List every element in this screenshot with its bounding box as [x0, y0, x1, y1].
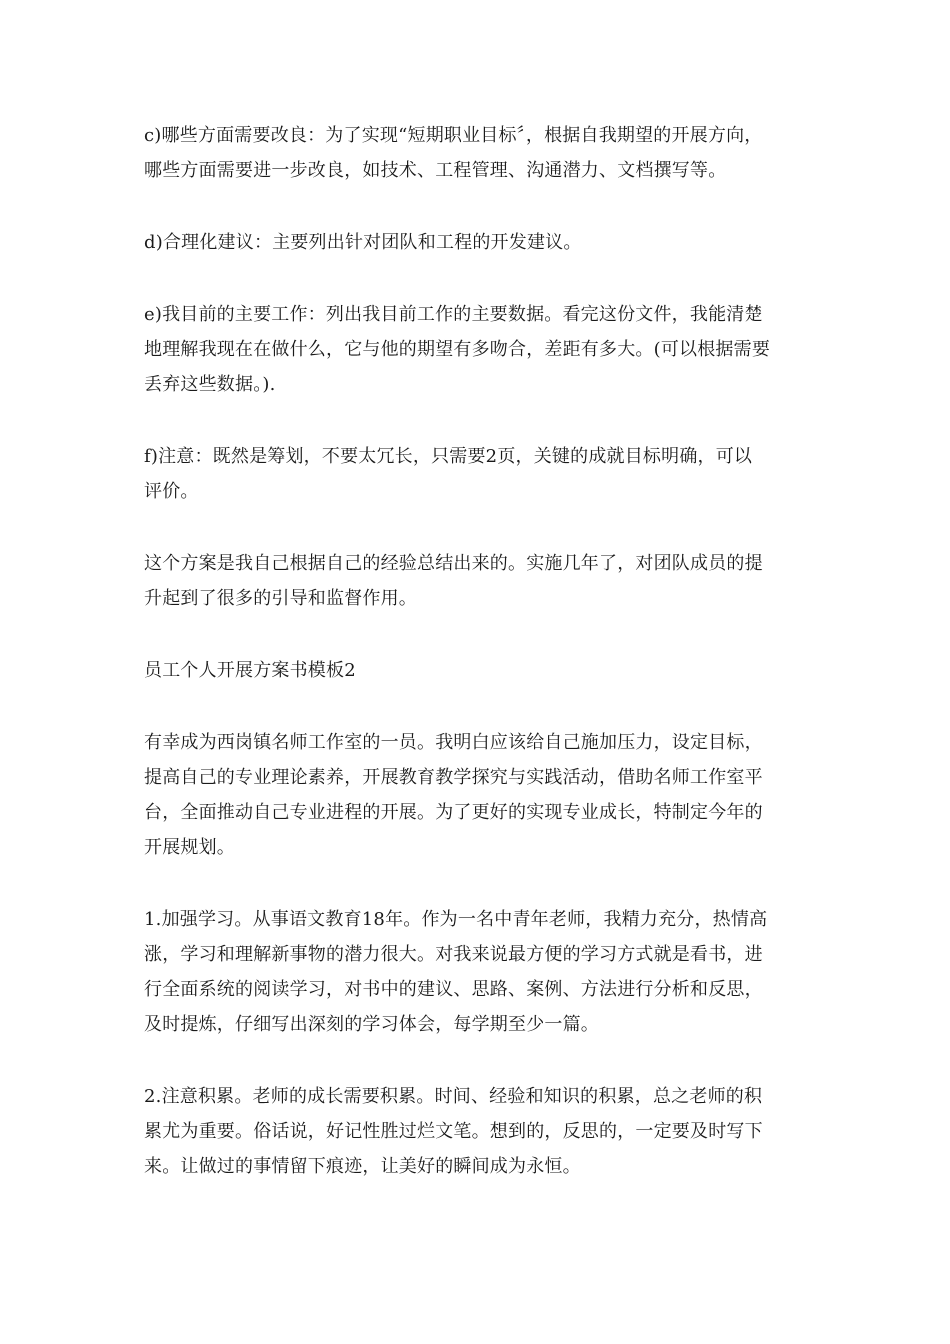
text-line: 涨，学习和理解新事物的潜力很大。对我来说最方便的学习方式就是看书，进 — [144, 944, 763, 965]
text-line: f)注意：既然是筹划，不要太冗长，只需要2页，关键的成就目标明确，可以 — [144, 446, 753, 467]
text-line: 员工个人开展方案书模板2 — [144, 660, 356, 681]
paragraph-suggestions — [144, 225, 810, 260]
text-line: 哪些方面需要进一步改良，如技术、工程管理、沟通潜力、文档撰写等。 — [144, 160, 727, 181]
section-heading-template-2 — [144, 653, 810, 688]
text-line: 开展规划。 — [144, 837, 235, 858]
text-line: 2.注意积累。老师的成长需要积累。时间、经验和知识的积累，总之老师的积 — [144, 1086, 763, 1107]
text-line: d)合理化建议：主要列出针对团队和工程的开发建议。 — [144, 232, 582, 253]
text-line: 累尤为重要。俗话说，好记性胜过烂文笔。想到的，反思的，一定要及时写下 — [144, 1121, 763, 1142]
text-line: 及时提炼，仔细写出深刻的学习体会，每学期至少一篇。 — [144, 1014, 599, 1035]
paragraph-current-work — [144, 297, 810, 402]
text-line: 这个方案是我自己根据自己的经验总结出来的。实施几年了，对团队成员的提 — [144, 553, 763, 574]
paragraph-item-2 — [144, 1079, 810, 1184]
text-line: 行全面系统的阅读学习，对书中的建议、思路、案例、方法进行分析和反思， — [144, 979, 763, 1000]
text-line: c)哪些方面需要改良：为了实现“短期职业目标〞，根据自我期望的开展方向， — [144, 125, 763, 146]
text-line: 来。让做过的事情留下痕迹，让美好的瞬间成为永恒。 — [144, 1156, 581, 1177]
text-line: 提高自己的专业理论素养，开展教育教学探究与实践活动，借助名师工作室平 — [144, 767, 763, 788]
text-line: 升起到了很多的引导和监督作用。 — [144, 588, 417, 609]
text-line: 地理解我现在在做什么，它与他的期望有多吻合，差距有多大。(可以根据需要 — [144, 339, 771, 360]
text-line: 丢弃这些数据。). — [144, 374, 276, 395]
text-line: 台，全面推动自己专业进程的开展。为了更好的实现专业成长，特制定今年的 — [144, 802, 763, 823]
paragraph-notes — [144, 439, 810, 509]
text-line: 1.加强学习。从事语文教育18年。作为一名中青年老师，我精力充分，热情高 — [144, 909, 768, 930]
text-line: 评价。 — [144, 481, 199, 502]
text-line: e)我目前的主要工作：列出我目前工作的主要数据。看完这份文件，我能清楚 — [144, 304, 763, 325]
paragraph-item-1 — [144, 902, 810, 1042]
paragraph-improvement — [144, 118, 810, 188]
paragraph-intro — [144, 725, 810, 865]
text-line: 有幸成为西岗镇名师工作室的一员。我明白应该给自己施加压力，设定目标， — [144, 732, 763, 753]
paragraph-summary — [144, 546, 810, 616]
